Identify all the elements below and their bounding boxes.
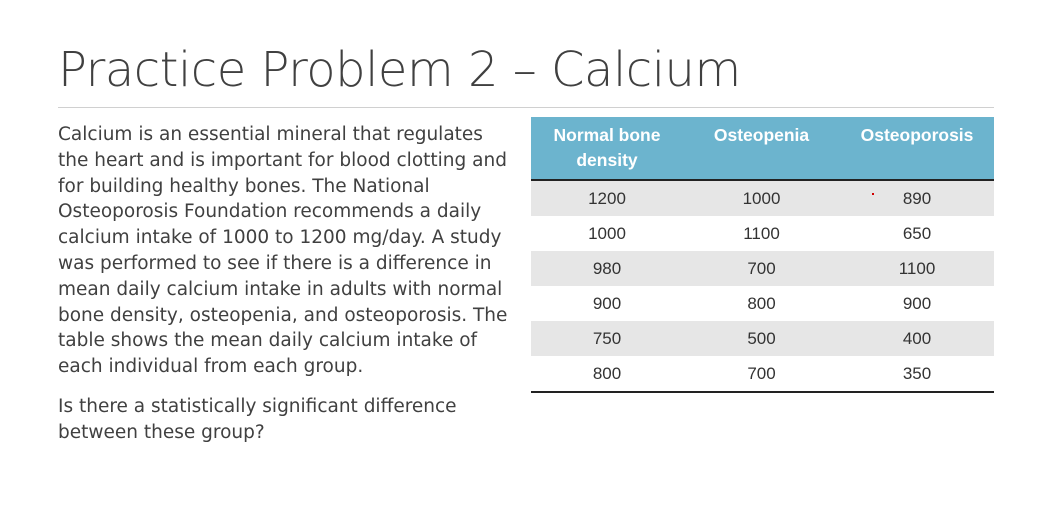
stray-mark — [872, 193, 874, 195]
table-cell: 800 — [531, 356, 683, 392]
table-cell: 800 — [683, 286, 840, 321]
body-text — [58, 122, 510, 460]
table-header-row — [531, 117, 994, 180]
table-cell: 500 — [683, 321, 840, 356]
table-cell: 900 — [840, 286, 994, 321]
header-osteopenia: Osteopenia — [683, 117, 840, 180]
table-cell: 1100 — [683, 216, 840, 251]
question-paragraph: Is there a statistically significant difference between these group? — [58, 395, 457, 443]
header-osteoporosis: Osteoporosis — [840, 117, 994, 180]
header-normal-bone-density: Normal bone density — [531, 117, 683, 180]
table-row — [531, 321, 994, 356]
table-row — [531, 216, 994, 251]
table-cell: 1100 — [840, 251, 994, 286]
table-row — [531, 356, 994, 392]
table-cell: 350 — [840, 356, 994, 392]
table-cell: 1000 — [531, 216, 683, 251]
calcium-intake-table — [531, 117, 994, 393]
table-cell: 700 — [683, 251, 840, 286]
table-row — [531, 251, 994, 286]
table-cell: 890 — [840, 180, 994, 216]
intro-paragraph: Calcium is an essential mineral that regulates the heart and is important for blood clotting and for building healthy bones. The National Osteoporosis Foundation recommends a daily calcium intake of 1000 to 1200 mg/day. A study was performed to see if there is a difference in mean daily calcium intake in adults with normal bone density, osteopenia, and osteoporosis. The table shows the mean daily calcium intake of each individual from each group. — [58, 124, 508, 378]
table-cell: 400 — [840, 321, 994, 356]
slide-title: Practice Problem 2 – Calcium — [58, 42, 741, 98]
table-row — [531, 286, 994, 321]
table-cell: 1200 — [531, 180, 683, 216]
table-cell: 750 — [531, 321, 683, 356]
table-cell: 980 — [531, 251, 683, 286]
table-cell: 700 — [683, 356, 840, 392]
table-cell: 1000 — [683, 180, 840, 216]
title-divider — [58, 107, 994, 108]
table-row — [531, 180, 994, 216]
table-cell: 900 — [531, 286, 683, 321]
table-cell: 650 — [840, 216, 994, 251]
